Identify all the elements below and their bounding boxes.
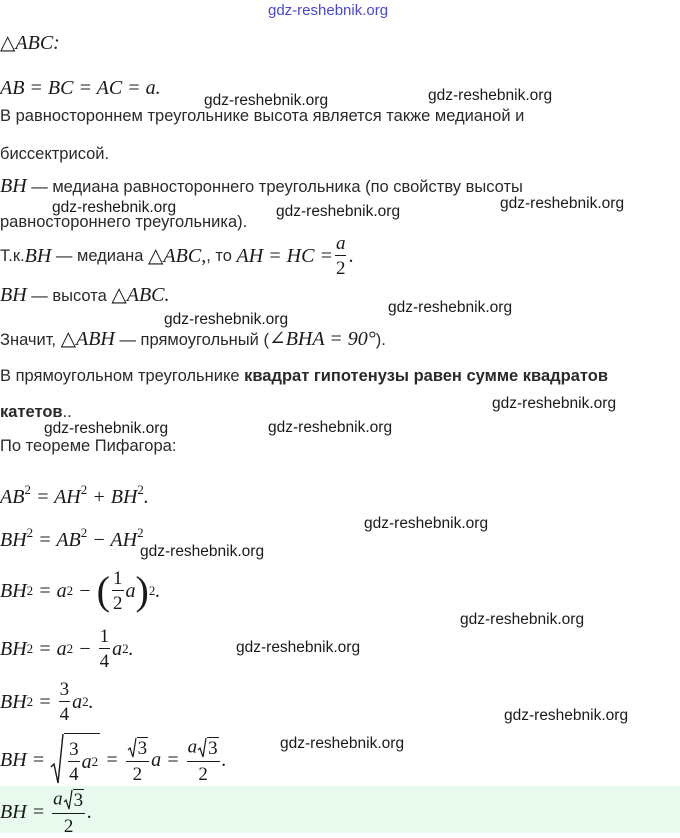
bh-height-line bbox=[0, 285, 170, 306]
text-then: , то bbox=[206, 247, 237, 265]
watermark: gdz-reshebnik.org bbox=[268, 419, 393, 436]
equation-three-quarters: BH 2 = $\frac{3}{4}$ a 2 . bbox=[0, 679, 94, 725]
math-triangle-abc: △ABC bbox=[148, 245, 202, 267]
math-ah-hc: AH = HC = bbox=[236, 245, 333, 267]
math-bh: BH bbox=[0, 175, 27, 197]
equation-bh-squared: $BH^2 = AB^2 - AH^2$ bbox=[0, 525, 144, 551]
fraction-sqrt3-over-2: $\frac{3}{2}$ bbox=[126, 737, 150, 784]
triangle-abc-given: △ABC: bbox=[0, 32, 60, 54]
watermark: gdz-reshebnik.org bbox=[52, 199, 177, 216]
fraction-answer: a 3 2 bbox=[53, 787, 84, 837]
watermark-top[interactable]: gdz-reshebnik.org bbox=[268, 2, 389, 19]
watermark: gdz-reshebnik.org bbox=[236, 639, 361, 656]
pyth-rule-bold: квадрат гипотенузы равен сумме квадратов bbox=[244, 367, 608, 385]
watermark: gdz-reshebnik.org bbox=[276, 203, 401, 220]
text-median: — медиана bbox=[51, 247, 149, 265]
watermark: gdz-reshebnik.org bbox=[204, 92, 329, 109]
equation-pythagoras: $AB^2 = AH^2 + BH^2$. bbox=[0, 482, 149, 508]
fraction-one-half: $\frac{1}{2}$ bbox=[113, 568, 123, 614]
sqrt-expression: $\frac{3}{4}$ a 2 bbox=[50, 733, 100, 787]
watermark: gdz-reshebnik.org bbox=[388, 299, 513, 316]
math-triangle-abc: △ABC. bbox=[111, 284, 170, 306]
watermark: gdz-reshebnik.org bbox=[280, 735, 405, 752]
watermark: gdz-reshebnik.org bbox=[364, 515, 489, 532]
equation-square-root: BH = $\frac{3}{4}$ a 2 = $\frac{3}{2}$ a = a 3 2 . bbox=[0, 732, 227, 788]
equation-substitute: BH 2 = a 2 − ( $\frac{1}{2}$ a ) 2 . bbox=[0, 568, 161, 614]
fraction-three-quarters: $\frac{3}{4}$ bbox=[59, 679, 70, 725]
text-tk: Т.к. bbox=[0, 247, 25, 265]
math-bh: BH bbox=[24, 245, 52, 267]
math-bh: BH bbox=[0, 284, 27, 306]
text-equilateral: В равностороннем треугольнике высота является также медианой и bbox=[0, 107, 525, 125]
watermark: gdz-reshebnik.org bbox=[460, 611, 585, 628]
watermark: gdz-reshebnik.org bbox=[504, 707, 629, 724]
text-rect: — прямоугольный ( bbox=[114, 331, 269, 349]
pyth-rule-cont: катетов.. bbox=[0, 403, 72, 421]
equation-simplify: BH 2 = a 2 − $\frac{1}{4}$ a 2 . bbox=[0, 626, 134, 672]
text-height: — высота bbox=[26, 287, 112, 305]
text-bh-median-cont: равностороннего треугольника). bbox=[0, 213, 248, 231]
text-znachit: Значит, bbox=[0, 331, 61, 349]
text-rect-close: ). bbox=[375, 331, 386, 349]
answer-highlight bbox=[0, 786, 680, 833]
fraction-a-over-2: $\frac{a}{2}$ bbox=[335, 233, 346, 279]
watermark: gdz-reshebnik.org bbox=[140, 543, 265, 560]
watermark: gdz-reshebnik.org bbox=[492, 395, 617, 412]
text-pyth-theorem: По теореме Пифагора: bbox=[0, 437, 177, 455]
tk-line: Т.к. BH — медиана △ABC , , то AH = HC = $\frac{a}{2}$ . bbox=[0, 233, 354, 279]
answer-equation: BH = a 3 2 . bbox=[0, 787, 93, 837]
bh-median-line bbox=[0, 176, 523, 197]
equal-sides-eq: AB = BC = AC = a. bbox=[0, 77, 161, 99]
text-bisector: биссектрисой. bbox=[0, 145, 110, 163]
watermark: gdz-reshebnik.org bbox=[500, 195, 625, 212]
fraction-one-quarter: $\frac{1}{4}$ bbox=[99, 626, 110, 672]
math-triangle-abh: △ABH bbox=[60, 328, 115, 350]
pyth-rule-line: В прямоугольном треугольнике квадрат гипотенузы равен сумме квадратов bbox=[0, 367, 608, 385]
right-triangle-line bbox=[0, 329, 386, 350]
math-angle: ∠BHA = 90° bbox=[268, 328, 376, 350]
watermark: gdz-reshebnik.org bbox=[44, 420, 169, 437]
watermark: gdz-reshebnik.org bbox=[428, 87, 553, 104]
fraction-a-sqrt3-over-2: a 3 2 bbox=[187, 735, 218, 785]
text-bh-median: — медиана равностороннего треугольника (по свойству высоты bbox=[26, 178, 523, 196]
watermark: gdz-reshebnik.org bbox=[164, 311, 289, 328]
